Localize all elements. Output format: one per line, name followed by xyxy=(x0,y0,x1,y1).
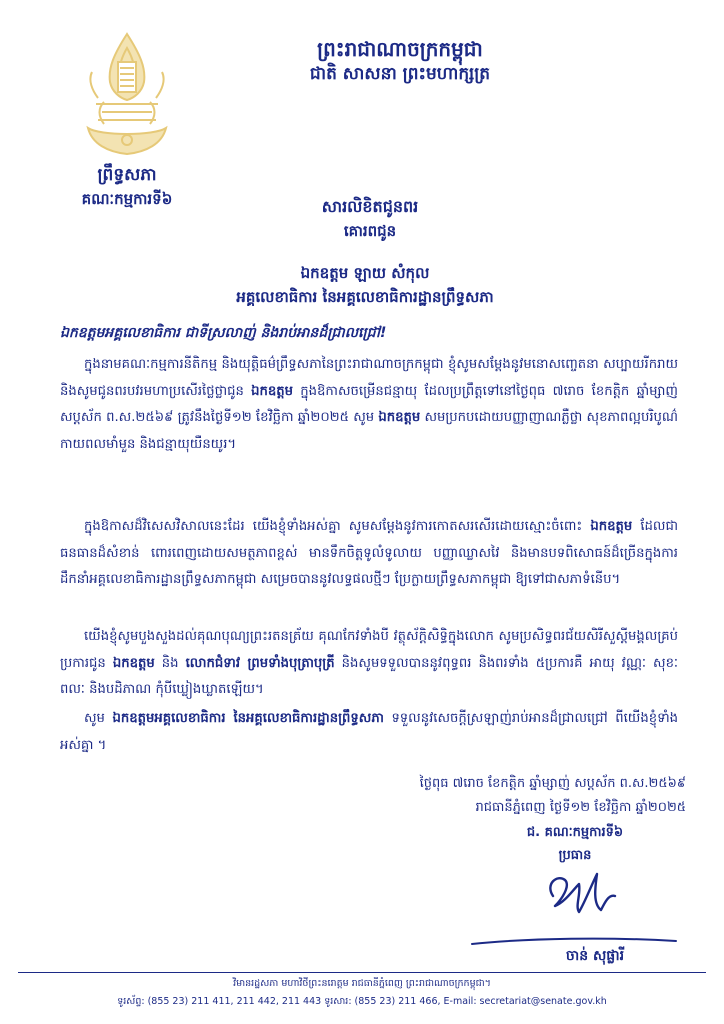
body-paragraph-4 xyxy=(60,706,678,759)
emphasis-text: ឯកឧត្តម xyxy=(590,519,633,534)
paragraph-text: សូម xyxy=(84,711,105,726)
body-paragraph-2 xyxy=(60,514,678,594)
recipient-name: ឯកឧត្តម ឡាយ សំកុល xyxy=(300,264,430,282)
signatory-name: ចាន់ សុផ្លារី xyxy=(565,948,625,964)
emphasis-text: ឯកឧត្តម xyxy=(378,410,421,425)
paragraph-text: ក្នុងឱកាសចម្រើនជន្មាយុ ដែលប្រព្រឹត្តទៅនៅថ្ងៃពុធ ៧រោច ខែកត្តិក ឆ្នាំម្សាញ់ សប្តស័ក ព.ស.២៥៦៩ ត្រូវនឹងថ្ងៃទី១២ ខែវិច្ឆិកា ឆ្នាំ២០២៥ សូម xyxy=(60,383,678,425)
emphasis-text: ឯកឧត្តមអគ្គលេខាធិការ នៃអគ្គលេខាធិការដ្ឋានព្រឹទ្ធសភា xyxy=(112,711,384,726)
signatory-title: ប្រធាន xyxy=(558,848,592,863)
body-paragraph-3 xyxy=(60,624,678,704)
solar-date: រាជធានីភ្នំពេញ ថ្ងៃទី១២ ខែវិច្ឆិកា ឆ្នាំ២០២៥ xyxy=(475,800,686,815)
paragraph-text: យើងខ្ញុំសូមបួងសួងដល់គុណបុណ្យព្រះរតនត្រ័យ គុណកែវទាំងបី វត្ថុស័ក្តិសិទ្ធិក្នុងលោក សូមប្រសិទ្ធពរជ័យសិរីសួស្តីមង្គលគ្រប់ប្រការជូន xyxy=(60,629,678,671)
kingdom-heading: ព្រះរាជាណាចក្រកម្ពុជា xyxy=(317,37,483,61)
letter-subtitle: គោរពជូន xyxy=(343,222,397,240)
institution-name: ព្រឹទ្ធសភា xyxy=(97,165,157,185)
senate-emblem-icon xyxy=(78,28,176,160)
body-paragraph-1 xyxy=(60,352,678,458)
paragraph-text: ក្នុងនាមគណៈកម្មការនីតិកម្ម និងយុត្តិធម៌ព្រឹទ្ធសភានៃព្រះរាជាណាចក្រកម្ពុជា ខ្ញុំសូមសម្ដែងនូវមនោសញ្ចេតនា សប្បាយរីករាយ និងសូមជូនពរបវរមហាប្រសើរថ្លៃថ្លាជូន xyxy=(60,357,678,399)
footer-contact: ទូរស័ព្ទ: (855 23) 211 411, 211 442, 211 443 ទូរសារ: (855 23) 211 466, E-mail: secretariat@senate.gov.kh xyxy=(117,996,607,1007)
footer-address: វិមានរដ្ឋសភា មហាវិថីព្រះនរោត្តម រាជធានីភ្នំពេញ ព្រះរាជាណាចក្រកម្ពុជា។ xyxy=(233,978,491,989)
committee-name: គណៈកម្មការទី៦ xyxy=(81,190,173,208)
letter-title: សារលិខិតជូនពរ xyxy=(321,197,419,216)
recipient-position: អគ្គលេខាធិការ នៃអគ្គលេខាធិការដ្ឋានព្រឹទ្ធសភា xyxy=(236,288,494,306)
paragraph-text: សមប្រកបដោយបញ្ញាញាណភ្លឺថ្លា សុខភាពល្អបរិបូណ៌ កាយពលមាំមួន និងជន្មាយុយឺនយូរ។ xyxy=(60,410,678,452)
paragraph-text: និងសូមទទួលបាននូវពុទ្ធពរ និងពរទាំង ៥ប្រការគឺ អាយុ វណ្ណៈ សុខៈ ពលៈ និងបដិភាណ កុំបីឃ្លៀងឃ្លាតឡើយ។ xyxy=(60,655,678,697)
emphasis-text: ឯកឧត្តម xyxy=(112,655,155,671)
paragraph-text: ទទួលនូវសេចក្តីស្រឡាញ់រាប់អានដ៏ជ្រាលជ្រៅ ពីយើងខ្ញុំទាំងអស់គ្នា ។ xyxy=(60,711,678,753)
signature-stroke xyxy=(470,932,680,944)
emphasis-text: លោកជំទាវ ព្រមទាំងបុត្រាបុត្រី xyxy=(185,655,335,671)
national-motto: ជាតិ សាសនា ព្រះមហាក្សត្រ xyxy=(309,64,491,84)
emphasis-text: ឯកឧត្តម xyxy=(251,383,294,399)
handwritten-signature xyxy=(535,866,625,918)
signatory-committee: ជ. គណៈកម្មការទី៦ xyxy=(526,825,624,840)
footer-divider xyxy=(18,972,706,973)
paragraph-text: ក្នុងឱកាសដ៏វិសេសវិសាលនេះដែរ យើងខ្ញុំទាំងអស់គ្នា សូមសម្ដែងនូវការកោតសរសើរដោយស្មោះចំពោះ xyxy=(84,519,583,534)
paragraph-text: ដែលជាធនធានដ៏សំខាន់ ពោរពេញដោយសមត្ថភាពខ្ពស់ មានទឹកចិត្តទូលំទូលាយ បញ្ញាឈ្លាសវៃ និងមានបទពិសោធន៍ដ៏ច្រើនក្នុងការដឹកនាំអគ្គលេខាធិការដ្ឋានព្រឹទ្ធសភាកម្ពុជា សម្រេចបាននូវលទ្ធផលថ្មីៗ ប្រែក្លាយព្រឹទ្ធសភាកម្ពុជា ឱ្យទៅជាសភាទំនើប។ xyxy=(60,519,678,587)
paragraph-text: និង xyxy=(161,655,179,671)
lunar-date: ថ្ងៃពុធ ៧រោច ខែកត្តិក ឆ្នាំម្សាញ់ សប្តស័ក ព.ស.២៥៦៩ xyxy=(419,776,686,791)
salutation: ឯកឧត្តមអគ្គលេខាធិការ ជាទីស្រលាញ់ និងរាប់អានដ៏ជ្រាលជ្រៅ! xyxy=(60,325,387,341)
